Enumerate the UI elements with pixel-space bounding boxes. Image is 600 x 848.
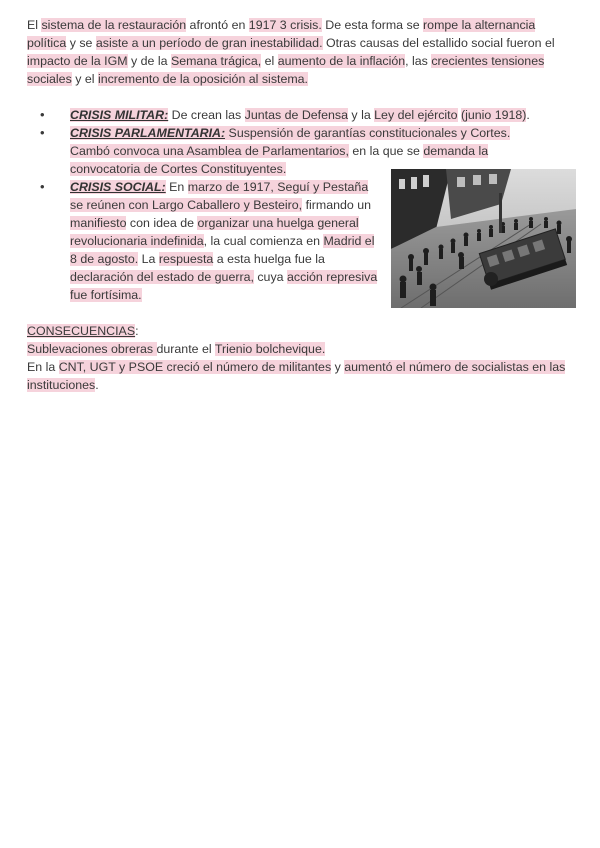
consequence-line-2 (27, 358, 575, 394)
consequences-heading (27, 322, 575, 340)
intro-text: y se (66, 36, 96, 50)
highlight: crecientes tensiones sociales (27, 54, 545, 86)
crisis-text: a esta huelga fue la (213, 252, 325, 266)
consequence-text: durante el (156, 342, 215, 356)
intro-text: , las (405, 54, 432, 68)
heading-colon: : (135, 324, 139, 338)
crisis-text: . (526, 108, 530, 122)
highlight: acción represiva fue fortísima. (70, 270, 378, 302)
highlight: Semana trágica, (170, 54, 262, 68)
crisis-text: De crean las (168, 108, 245, 122)
bullet-icon: • (40, 179, 45, 194)
intro-text: Otras causas del estallido social fueron el (322, 36, 555, 50)
crisis-title: CRISIS SOCIAL: (70, 180, 166, 194)
bullet-icon: • (40, 125, 45, 140)
crisis-text: y la (347, 108, 375, 122)
consequence-text: y (331, 360, 345, 374)
crisis-text: firmando un (302, 198, 371, 212)
highlight: aumento de la inflación (277, 54, 406, 68)
highlight: rompe la alternancia política (27, 18, 536, 50)
consequence-text: En la (27, 360, 59, 374)
highlight: Madrid el 8 de agosto. (70, 234, 375, 266)
photo-street-strike (391, 169, 576, 308)
crisis-title: CRISIS MILITAR: (70, 108, 169, 122)
highlight: marzo de 1917, Seguí y Pestaña se reúnen con Largo Caballero y Besteiro, (70, 180, 369, 212)
consequence-text: . (95, 378, 99, 392)
intro-text: y de la (127, 54, 171, 68)
highlight: asiste a un período de gran inestabilidad. (95, 36, 323, 50)
highlight: Juntas de Defensa (244, 108, 348, 122)
crisis-military-item (0, 106, 570, 124)
highlight: CNT, UGT y PSOE creció el número de militantes (58, 360, 332, 374)
bullet-icon: • (40, 107, 45, 122)
crisis-text: , la cual comienza en (203, 234, 324, 248)
crisis-text: en la que se (348, 144, 424, 158)
intro-text: el (261, 54, 278, 68)
heading-text: CONSECUENCIAS (27, 324, 136, 338)
highlight: manifiesto (70, 216, 127, 230)
highlight: aumentó el número de socialistas en las instituciones (27, 360, 566, 392)
intro-text: De esta forma se (321, 18, 424, 32)
highlight: organizar una huelga general revolucionaria indefinida (70, 216, 359, 248)
highlight: demanda la convocatoria de Cortes Constituyentes. (70, 144, 489, 176)
intro-text: y el (71, 72, 98, 86)
highlight: Trienio bolchevique. (214, 342, 326, 356)
highlight: incremento de la oposición al sistema. (97, 72, 308, 86)
intro-text: El (27, 18, 42, 32)
highlight: 1917 3 crisis. (248, 18, 322, 32)
crisis-text: con idea de (126, 216, 198, 230)
consequences-section (27, 322, 575, 394)
highlight: respuesta (158, 252, 214, 266)
intro-paragraph (27, 16, 575, 88)
crisis-text: En (165, 180, 188, 194)
consequence-line-1 (27, 340, 575, 358)
highlight: Suspensión de garantías constitucionales y Cortes. Cambó convoca una Asamblea de Parlamentarios, (70, 126, 511, 158)
intro-text: afrontó en (186, 18, 249, 32)
historical-photo (391, 169, 576, 308)
highlight: declaración del estado de guerra, (70, 270, 254, 284)
crisis-title: CRISIS PARLAMENTARIA: (70, 126, 226, 140)
highlight: sistema de la restauración (41, 18, 187, 32)
highlight: Ley del ejército (374, 108, 458, 122)
highlight: Sublevaciones obreras (27, 342, 157, 356)
crisis-text: cuya (253, 270, 287, 284)
crisis-social-item (0, 178, 380, 304)
highlight: impacto de la IGM (27, 54, 128, 68)
highlight: (junio 1918) (460, 108, 527, 122)
crisis-text: La (138, 252, 159, 266)
